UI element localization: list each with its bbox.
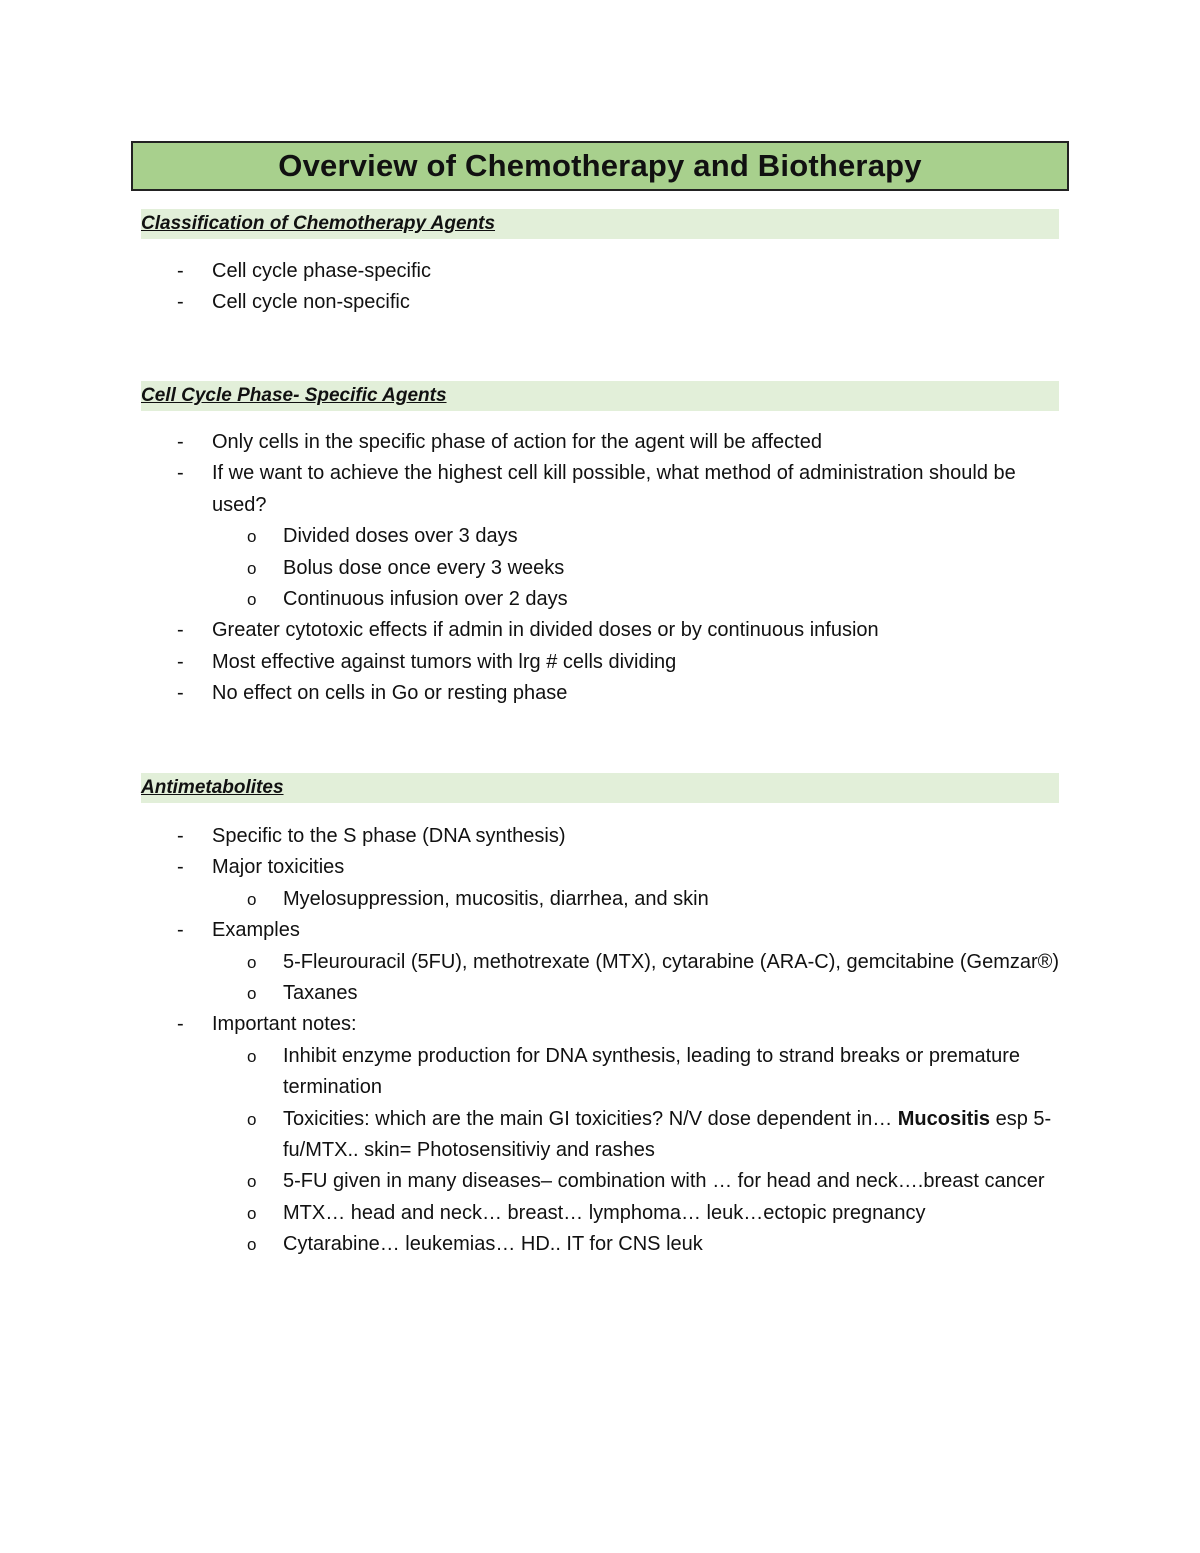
document-title: Overview of Chemotherapy and Biotherapy [278, 148, 922, 183]
phase-specific-list [141, 427, 1061, 710]
list-item-text: Specific to the S phase (DNA synthesis) [212, 825, 566, 847]
list-item-text: Most effective against tumors with lrg # cells dividing [212, 650, 677, 673]
circle-marker: o [247, 1109, 257, 1129]
circle-marker: o [247, 558, 257, 578]
sub-list-item [141, 1166, 1061, 1197]
sub-list-item [141, 884, 1061, 915]
sub-list-item [141, 1198, 1061, 1229]
dash-marker: - [177, 462, 184, 485]
sub-item-text: Divided doses over 3 days [283, 525, 518, 548]
circle-marker: o [247, 952, 257, 972]
list-item [141, 678, 1061, 709]
sub-item-text: Toxicities: which are the main GI toxicities? N/V dose dependent in… [283, 1107, 893, 1130]
section-heading-text: Classification of Chemotherapy Agents [141, 213, 496, 234]
dash-marker: - [177, 431, 184, 453]
sub-item-text: 5-FU given in many diseases– combination with … for head and neck….breast cancer [283, 1170, 1045, 1193]
section-heading-text: Antimetabolites [141, 777, 284, 798]
dash-marker: - [177, 260, 184, 282]
list-item [141, 458, 1061, 521]
list-item-text: Major toxicities [212, 856, 345, 879]
dash-marker: - [177, 650, 184, 673]
dash-marker: - [177, 1013, 184, 1036]
bold-term: Mucositis [897, 1107, 991, 1130]
list-item-text: Important notes: [212, 1013, 357, 1036]
circle-marker: o [247, 527, 257, 547]
section-heading-antimetabolites [141, 773, 1059, 803]
sub-item-text: Inhibit enzyme production for DNA synthesis, leading to strand breaks or premature termination [283, 1044, 1021, 1099]
dash-marker: - [177, 825, 184, 847]
sub-list-item [141, 1229, 1061, 1260]
list-item-text: Only cells in the specific phase of action for the agent will be affected [212, 431, 822, 453]
sub-list-item [141, 1041, 1061, 1104]
circle-marker: o [247, 889, 257, 909]
title-box [131, 141, 1069, 191]
section-heading-classification [141, 209, 1059, 239]
list-item [141, 615, 1061, 646]
sub-list-item [141, 978, 1061, 1009]
list-item [141, 852, 1061, 883]
sub-item-text: Cytarabine… leukemias… HD.. IT for CNS leuk [283, 1233, 703, 1256]
list-item [141, 915, 1061, 946]
sub-list-item [141, 947, 1061, 978]
section-heading-text: Cell Cycle Phase- Specific Agents [141, 385, 447, 406]
sub-item-text: MTX… head and neck… breast… lymphoma… leuk…ectopic pregnancy [283, 1201, 926, 1224]
list-item-text: If we want to achieve the highest cell kill possible, what method of administration should be used? [212, 462, 1016, 516]
circle-marker: o [247, 984, 257, 1004]
sub-item-text: Bolus dose once every 3 weeks [283, 556, 565, 579]
list-item [141, 287, 1061, 318]
list-item-text: No effect on cells in Go or resting phase [212, 682, 568, 705]
list-item-text: Examples [212, 919, 300, 942]
circle-marker: o [247, 1172, 257, 1192]
circle-marker: o [247, 1203, 257, 1223]
dash-marker: - [177, 856, 184, 879]
sub-item-text: Taxanes [283, 982, 358, 1005]
sub-item-text: Continuous infusion over 2 days [283, 588, 568, 611]
list-item-text: Cell cycle non-specific [212, 291, 410, 314]
sub-list-item [141, 553, 1061, 584]
list-item [141, 256, 1061, 287]
sub-item-text: 5-Fleurouracil (5FU), methotrexate (MTX), cytarabine (ARA-C), gemcitabine (Gemzar®) [283, 950, 1060, 973]
sub-list-item [141, 1104, 1061, 1167]
dash-marker: - [177, 619, 184, 642]
section-heading-phase-specific [141, 381, 1059, 411]
circle-marker: o [247, 1235, 257, 1255]
sub-list-item [141, 521, 1061, 552]
sub-item-text-continued: esp 5-fu/MTX.. skin= Photosensitiviy and rashes [283, 1107, 1052, 1162]
list-item [141, 1009, 1061, 1040]
list-item [141, 821, 1061, 852]
dash-marker: - [177, 682, 184, 705]
list-item [141, 427, 1061, 458]
list-item [141, 647, 1061, 678]
dash-marker: - [177, 291, 184, 314]
sub-list-item [141, 584, 1061, 615]
list-item-text: Greater cytotoxic effects if admin in divided doses or by continuous infusion [212, 619, 879, 642]
antimetabolites-list [141, 821, 1061, 1261]
circle-marker: o [247, 590, 257, 610]
classification-list [141, 256, 1061, 319]
sub-item-text: Myelosuppression, mucositis, diarrhea, and skin [283, 887, 709, 910]
list-item-text: Cell cycle phase-specific [212, 260, 431, 282]
circle-marker: o [247, 1046, 257, 1066]
dash-marker: - [177, 919, 184, 942]
